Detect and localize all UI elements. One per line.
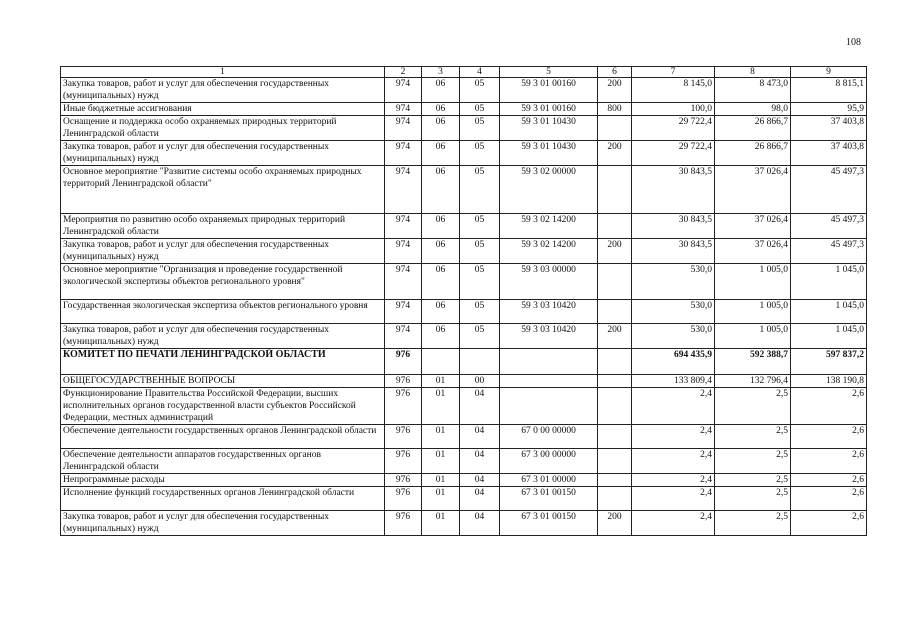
row-value-cell: 67 3 01 00000 — [500, 474, 598, 487]
row-value-cell: 01 — [422, 425, 460, 449]
row-value-cell: 1 045,0 — [791, 324, 867, 349]
row-value-cell: 04 — [460, 388, 500, 425]
row-value-cell: 59 3 01 00160 — [500, 78, 598, 103]
table-row — [61, 449, 867, 474]
row-value-cell: 06 — [422, 116, 460, 141]
row-value-cell: 2,6 — [791, 449, 867, 474]
row-name-cell: Мероприятия по развитию особо охраняемых природных территорий Ленинградской области — [61, 214, 385, 239]
row-name-cell: КОМИТЕТ ПО ПЕЧАТИ ЛЕНИНГРАДСКОЙ ОБЛАСТИ — [61, 349, 385, 375]
table-row — [61, 103, 867, 116]
row-value-cell: 06 — [422, 264, 460, 300]
row-value-cell: 06 — [422, 214, 460, 239]
row-value-cell: 974 — [385, 300, 422, 324]
row-value-cell: 26 866,7 — [715, 141, 791, 166]
row-value-cell: 59 3 02 00000 — [500, 166, 598, 214]
row-value-cell: 59 3 01 00160 — [500, 103, 598, 116]
row-value-cell: 37 403,8 — [791, 141, 867, 166]
row-name-cell: Иные бюджетные ассигнования — [61, 103, 385, 116]
table-row — [61, 141, 867, 166]
page-number: 108 — [846, 37, 861, 48]
row-name-cell: Закупка товаров, работ и услуг для обеспечения государственных (муниципальных) нужд — [61, 324, 385, 349]
row-value-cell: 29 722,4 — [632, 141, 715, 166]
row-value-cell: 67 3 01 00150 — [500, 487, 598, 511]
row-name-cell: Обеспечение деятельности аппаратов государственных органов Ленинградской области — [61, 449, 385, 474]
row-value-cell: 59 3 03 10420 — [500, 300, 598, 324]
row-value-cell: 976 — [385, 388, 422, 425]
row-value-cell — [598, 449, 632, 474]
row-value-cell: 530,0 — [632, 300, 715, 324]
row-value-cell: 974 — [385, 141, 422, 166]
row-value-cell: 1 005,0 — [715, 324, 791, 349]
row-name-cell: Обеспечение деятельности государственных органов Ленинградской области — [61, 425, 385, 449]
column-header: 8 — [715, 67, 791, 78]
row-value-cell: 133 809,4 — [632, 375, 715, 388]
row-value-cell: 26 866,7 — [715, 116, 791, 141]
row-value-cell: 2,4 — [632, 511, 715, 536]
row-value-cell: 67 3 00 00000 — [500, 449, 598, 474]
row-value-cell: 2,4 — [632, 474, 715, 487]
column-number-row — [61, 67, 867, 78]
row-value-cell: 59 3 03 00000 — [500, 264, 598, 300]
row-value-cell: 05 — [460, 116, 500, 141]
row-value-cell: 05 — [460, 214, 500, 239]
column-header: 9 — [791, 67, 867, 78]
row-value-cell: 01 — [422, 511, 460, 536]
row-value-cell: 200 — [598, 511, 632, 536]
row-value-cell: 976 — [385, 349, 422, 375]
row-value-cell: 59 3 03 10420 — [500, 324, 598, 349]
row-value-cell: 976 — [385, 375, 422, 388]
table-row — [61, 425, 867, 449]
row-value-cell: 694 435,9 — [632, 349, 715, 375]
row-value-cell: 98,0 — [715, 103, 791, 116]
row-value-cell — [598, 214, 632, 239]
row-value-cell: 974 — [385, 166, 422, 214]
row-value-cell: 67 0 00 00000 — [500, 425, 598, 449]
row-value-cell: 2,4 — [632, 449, 715, 474]
row-value-cell: 29 722,4 — [632, 116, 715, 141]
row-value-cell: 2,5 — [715, 388, 791, 425]
row-value-cell: 2,6 — [791, 511, 867, 536]
row-value-cell: 05 — [460, 166, 500, 214]
row-value-cell: 04 — [460, 487, 500, 511]
row-value-cell: 1 005,0 — [715, 300, 791, 324]
row-value-cell: 974 — [385, 103, 422, 116]
row-value-cell: 01 — [422, 449, 460, 474]
row-value-cell: 06 — [422, 78, 460, 103]
row-value-cell — [598, 375, 632, 388]
row-value-cell: 976 — [385, 474, 422, 487]
column-header: 5 — [500, 67, 598, 78]
row-value-cell: 8 815,1 — [791, 78, 867, 103]
column-header: 4 — [460, 67, 500, 78]
row-name-cell: Закупка товаров, работ и услуг для обеспечения государственных (муниципальных) нужд — [61, 239, 385, 264]
row-value-cell: 45 497,3 — [791, 239, 867, 264]
row-value-cell: 05 — [460, 264, 500, 300]
row-value-cell — [460, 349, 500, 375]
row-name-cell: Исполнение функций государственных органов Ленинградской области — [61, 487, 385, 511]
column-header: 2 — [385, 67, 422, 78]
row-value-cell: 132 796,4 — [715, 375, 791, 388]
row-value-cell — [598, 388, 632, 425]
row-value-cell — [500, 349, 598, 375]
table-row — [61, 166, 867, 214]
row-value-cell: 01 — [422, 388, 460, 425]
budget-table — [60, 66, 867, 536]
row-value-cell: 2,4 — [632, 487, 715, 511]
row-value-cell: 1 045,0 — [791, 264, 867, 300]
row-value-cell: 2,5 — [715, 425, 791, 449]
row-name-cell: Закупка товаров, работ и услуг для обеспечения государственных (муниципальных) нужд — [61, 78, 385, 103]
row-value-cell: 59 3 02 14200 — [500, 214, 598, 239]
row-value-cell — [598, 264, 632, 300]
row-value-cell: 200 — [598, 324, 632, 349]
row-value-cell: 30 843,5 — [632, 166, 715, 214]
row-value-cell: 05 — [460, 103, 500, 116]
row-value-cell: 45 497,3 — [791, 166, 867, 214]
row-name-cell: Закупка товаров, работ и услуг для обеспечения государственных (муниципальных) нужд — [61, 141, 385, 166]
row-value-cell: 2,5 — [715, 511, 791, 536]
row-value-cell: 2,6 — [791, 388, 867, 425]
row-value-cell: 04 — [460, 449, 500, 474]
row-value-cell: 8 473,0 — [715, 78, 791, 103]
row-value-cell: 04 — [460, 474, 500, 487]
row-value-cell: 974 — [385, 264, 422, 300]
table-body — [61, 78, 867, 536]
row-value-cell: 800 — [598, 103, 632, 116]
row-value-cell: 05 — [460, 300, 500, 324]
row-value-cell: 2,4 — [632, 388, 715, 425]
row-value-cell: 530,0 — [632, 324, 715, 349]
row-value-cell: 976 — [385, 449, 422, 474]
row-value-cell: 00 — [460, 375, 500, 388]
row-value-cell: 1 005,0 — [715, 264, 791, 300]
row-value-cell: 200 — [598, 141, 632, 166]
row-value-cell — [598, 349, 632, 375]
row-name-cell: Оснащение и поддержка особо охраняемых природных территорий Ленинградской области — [61, 116, 385, 141]
row-value-cell: 974 — [385, 116, 422, 141]
row-value-cell: 06 — [422, 103, 460, 116]
column-header: 3 — [422, 67, 460, 78]
row-value-cell: 05 — [460, 78, 500, 103]
row-value-cell — [598, 166, 632, 214]
row-value-cell: 592 388,7 — [715, 349, 791, 375]
row-value-cell — [598, 300, 632, 324]
row-value-cell: 01 — [422, 487, 460, 511]
row-value-cell: 37 026,4 — [715, 239, 791, 264]
row-value-cell: 1 045,0 — [791, 300, 867, 324]
row-value-cell: 30 843,5 — [632, 214, 715, 239]
table-row — [61, 214, 867, 239]
row-value-cell: 2,5 — [715, 449, 791, 474]
row-name-cell: Основное мероприятие "Развитие системы особо охраняемых природных территорий Ленинградской области" — [61, 166, 385, 214]
row-value-cell: 37 403,8 — [791, 116, 867, 141]
column-header: 1 — [61, 67, 385, 78]
row-value-cell: 95,9 — [791, 103, 867, 116]
row-value-cell: 37 026,4 — [715, 214, 791, 239]
row-value-cell: 976 — [385, 425, 422, 449]
table-row — [61, 375, 867, 388]
table-row — [61, 324, 867, 349]
row-value-cell: 01 — [422, 474, 460, 487]
table-row — [61, 78, 867, 103]
row-value-cell: 974 — [385, 78, 422, 103]
row-value-cell: 2,6 — [791, 425, 867, 449]
row-value-cell: 2,4 — [632, 425, 715, 449]
table-row — [61, 116, 867, 141]
table-row — [61, 300, 867, 324]
row-value-cell: 200 — [598, 239, 632, 264]
row-value-cell: 597 837,2 — [791, 349, 867, 375]
table-row — [61, 264, 867, 300]
table-row — [61, 511, 867, 536]
row-value-cell: 530,0 — [632, 264, 715, 300]
table-row — [61, 474, 867, 487]
table-row — [61, 349, 867, 375]
row-value-cell: 976 — [385, 511, 422, 536]
row-name-cell: Функционирование Правительства Российской Федерации, высших исполнительных органов государственной власти субъектов Российской Федерации, местных администраций — [61, 388, 385, 425]
row-value-cell: 59 3 01 10430 — [500, 141, 598, 166]
row-value-cell: 01 — [422, 375, 460, 388]
row-value-cell: 06 — [422, 141, 460, 166]
row-value-cell: 974 — [385, 214, 422, 239]
row-value-cell: 2,6 — [791, 487, 867, 511]
row-value-cell: 2,5 — [715, 474, 791, 487]
row-value-cell — [598, 487, 632, 511]
row-value-cell: 04 — [460, 511, 500, 536]
row-value-cell: 45 497,3 — [791, 214, 867, 239]
row-value-cell: 37 026,4 — [715, 166, 791, 214]
row-value-cell: 06 — [422, 300, 460, 324]
row-value-cell: 200 — [598, 78, 632, 103]
row-value-cell: 976 — [385, 487, 422, 511]
row-name-cell: Основное мероприятие "Организация и проведение государственной экологической экспертизы объектов регионального уровня" — [61, 264, 385, 300]
row-value-cell — [598, 425, 632, 449]
row-value-cell: 59 3 01 10430 — [500, 116, 598, 141]
table-row — [61, 239, 867, 264]
row-value-cell: 2,5 — [715, 487, 791, 511]
row-value-cell: 06 — [422, 239, 460, 264]
row-value-cell — [422, 349, 460, 375]
row-value-cell: 974 — [385, 239, 422, 264]
row-value-cell: 67 3 01 00150 — [500, 511, 598, 536]
row-value-cell: 06 — [422, 324, 460, 349]
row-value-cell: 30 843,5 — [632, 239, 715, 264]
row-value-cell: 04 — [460, 425, 500, 449]
row-value-cell: 05 — [460, 324, 500, 349]
row-value-cell — [598, 116, 632, 141]
row-value-cell: 100,0 — [632, 103, 715, 116]
row-value-cell: 05 — [460, 239, 500, 264]
row-value-cell — [598, 474, 632, 487]
row-name-cell: Непрограммные расходы — [61, 474, 385, 487]
row-name-cell: Закупка товаров, работ и услуг для обеспечения государственных (муниципальных) нужд — [61, 511, 385, 536]
row-name-cell: ОБЩЕГОСУДАРСТВЕННЫЕ ВОПРОСЫ — [61, 375, 385, 388]
table-row — [61, 487, 867, 511]
column-header: 7 — [632, 67, 715, 78]
row-value-cell: 2,6 — [791, 474, 867, 487]
row-value-cell: 06 — [422, 166, 460, 214]
row-value-cell — [500, 375, 598, 388]
row-value-cell — [500, 388, 598, 425]
row-value-cell: 05 — [460, 141, 500, 166]
row-value-cell: 974 — [385, 324, 422, 349]
row-value-cell: 59 3 02 14200 — [500, 239, 598, 264]
column-header: 6 — [598, 67, 632, 78]
table-row — [61, 388, 867, 425]
row-value-cell: 138 190,8 — [791, 375, 867, 388]
row-value-cell: 8 145,0 — [632, 78, 715, 103]
row-name-cell: Государственная экологическая экспертиза объектов регионального уровня — [61, 300, 385, 324]
